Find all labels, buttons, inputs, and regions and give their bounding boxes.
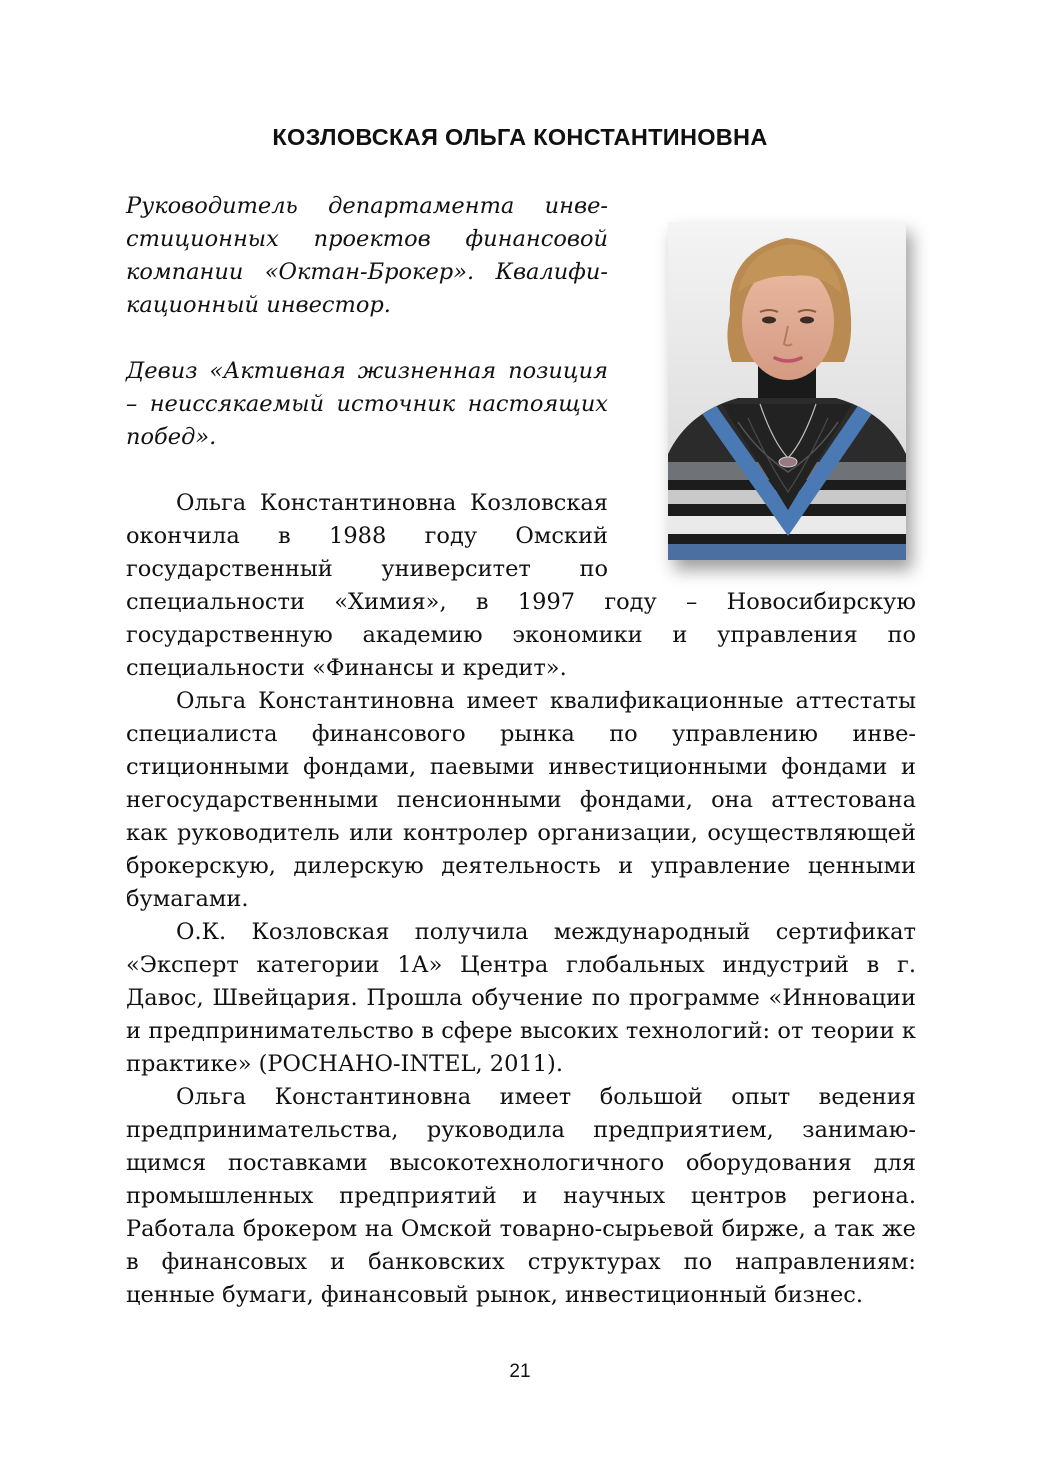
page-title: КОЗЛОВСКАЯ ОЛЬГА КОНСТАНТИНОВНА: [272, 124, 768, 150]
portrait-image: [668, 222, 906, 560]
role-description: Руководитель департамента инвестиционных проектов финансовой компании «Октан-Брокер». Квалификационный инвестор.: [126, 193, 608, 318]
article-body: [126, 190, 916, 1312]
bio-paragraph-education: Ольга Константиновна Козловская окончила в 1988 году Омский государственный университет по специальности «Химия», в 1997 году – Новосибирскую государственную академию экономики и управления по специальности «Финансы и кредит».: [126, 490, 916, 681]
page-number: 21: [509, 1361, 531, 1382]
motto: Девиз «Активная жизненная позиция – неиссякаемый источник настоящих побед».: [126, 358, 608, 450]
bio-paragraph-qualifications: Ольга Константиновна имеет квалификационные аттестаты специалиста финансового рынка по управлению инвестиционными фондами, паевыми инвестиционными фондами и негосударственными пенсионными фондами, она аттестована как руководитель или контролер организации, осуществляющей брокерскую, дилерскую деятельность и управление ценными бумагами.: [126, 688, 916, 912]
portrait-photo: [668, 222, 906, 560]
bio-paragraph-certificates: О.К. Козловская получила международный сертификат «Эксперт категории 1А» Центра глобальных индустрий в г. Давос, Швейцария. Прошла обучение по программе «Инновации и предпринимательство в сфере высоких технологий: от теории к практике» (РОСНАНО-INTEL, 2011).: [126, 919, 916, 1077]
bio-paragraph-experience: Ольга Константиновна имеет большой опыт ведения предпринимательства, руководила предприятием, занимающимся поставками высокотехнологичного оборудования для промышленных предприятий и научных центров региона. Работала брокером на Омской товарно-сырьевой бирже, а так же в финансовых и банковских структурах по направлениям: ценные бумаги, финансовый рынок, инвестиционный бизнес.: [126, 1084, 916, 1308]
